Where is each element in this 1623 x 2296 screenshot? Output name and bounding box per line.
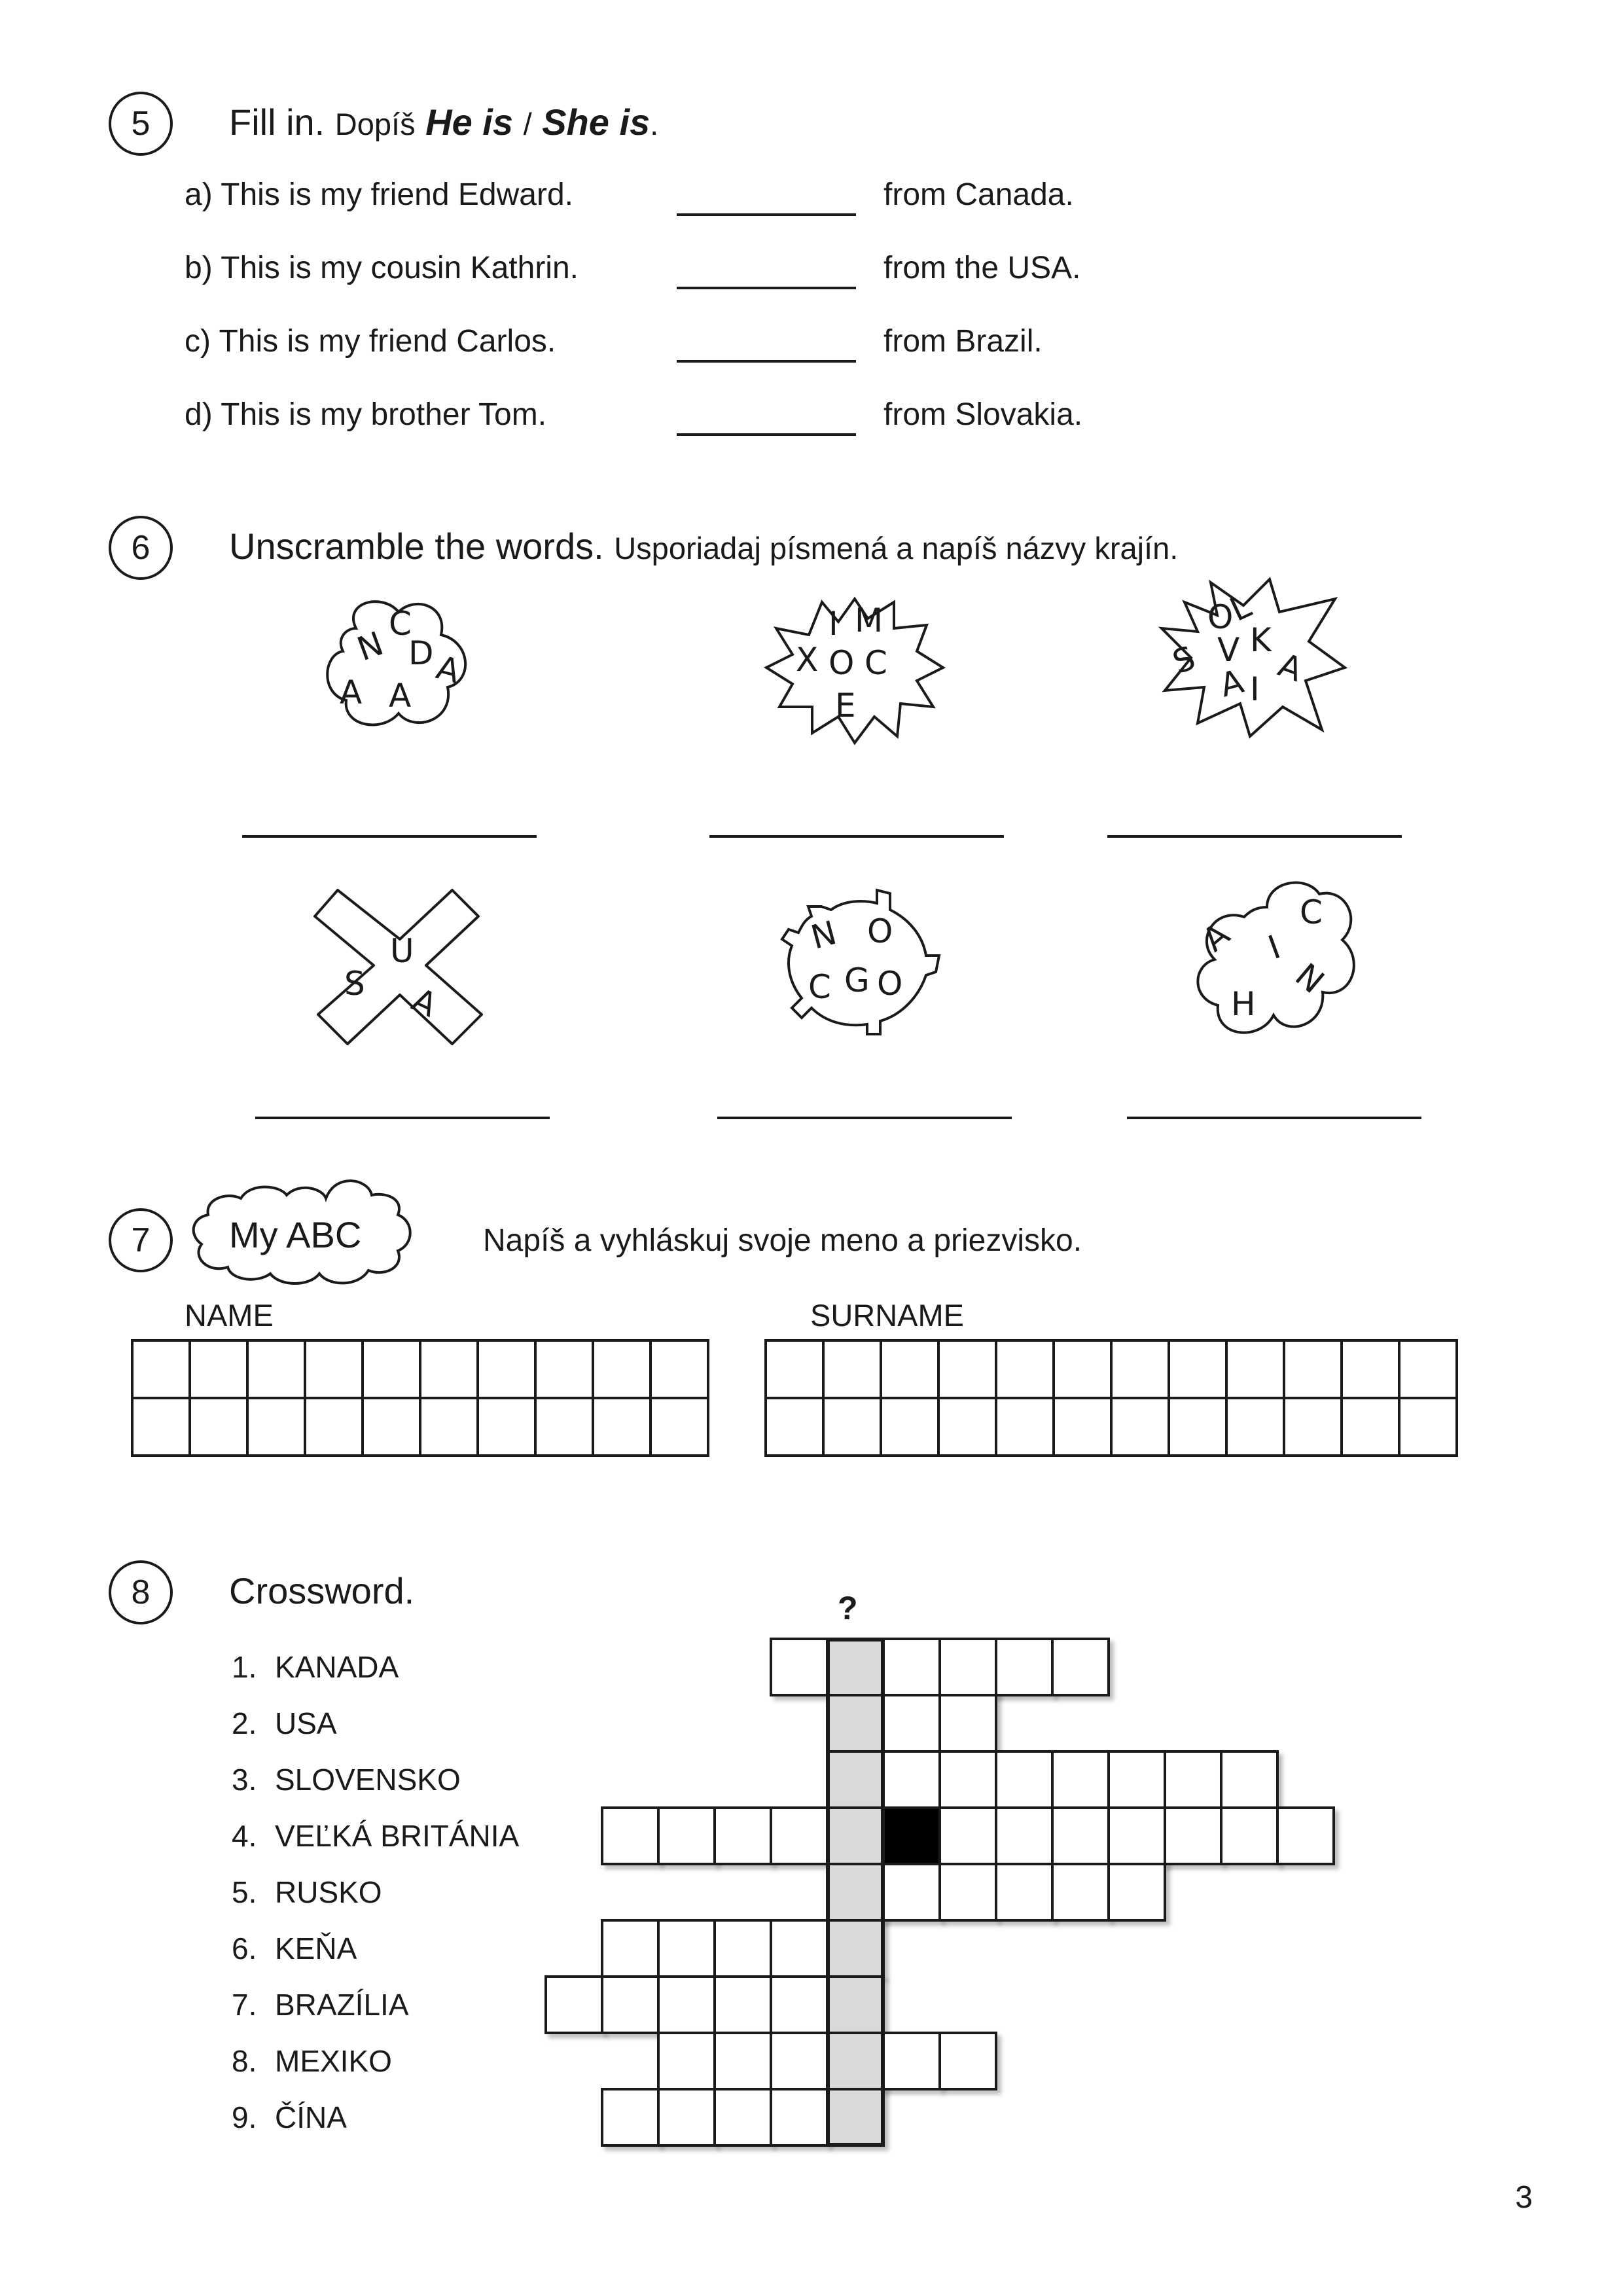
letter-box[interactable]	[881, 1340, 938, 1398]
exercise-8-number: 8	[109, 1560, 173, 1624]
scramble-cross-4	[312, 884, 488, 1047]
letter: A	[432, 648, 464, 691]
exercise-6-title: Unscramble the words.	[229, 526, 604, 567]
crossword-black-cell	[882, 1806, 941, 1865]
letter-box[interactable]	[996, 1398, 1054, 1456]
letter-box[interactable]	[535, 1340, 593, 1398]
crossword-cell[interactable]	[882, 1638, 941, 1696]
letter-box[interactable]	[305, 1340, 363, 1398]
crossword-cell[interactable]	[770, 1975, 829, 2034]
crossword-cell[interactable]	[882, 1694, 941, 1753]
name-grid-row	[132, 1398, 708, 1456]
scramble-answer-6[interactable]	[1127, 1117, 1421, 1119]
letter-box[interactable]	[190, 1398, 247, 1456]
clue-row	[232, 2100, 519, 2156]
scramble-cloud-1	[317, 589, 487, 740]
crossword-cell[interactable]	[1220, 1750, 1279, 1809]
crossword-cell[interactable]	[1051, 1638, 1110, 1696]
crossword-cell[interactable]	[1164, 1750, 1222, 1809]
crossword-cell[interactable]	[601, 2088, 660, 2147]
crossword-cell[interactable]	[995, 1806, 1054, 1865]
letter-box[interactable]	[420, 1340, 478, 1398]
crossword-cell[interactable]	[657, 1975, 716, 2034]
crossword-cell[interactable]	[1220, 1806, 1279, 1865]
letter: U	[390, 932, 414, 970]
crossword-mystery-cell[interactable]	[826, 1863, 885, 1922]
crossword-cell[interactable]	[1051, 1863, 1110, 1922]
crossword-cell[interactable]	[995, 1863, 1054, 1922]
letter-box[interactable]	[1226, 1340, 1284, 1398]
clue-row	[232, 1987, 519, 2043]
letter: O	[1207, 598, 1234, 636]
clue-row	[232, 2043, 519, 2100]
crossword-cell[interactable]	[1164, 1806, 1222, 1865]
crossword-cell[interactable]	[713, 2032, 772, 2090]
clue-number: 6.	[232, 1931, 257, 1965]
clue-text: RUSKO	[275, 1875, 382, 1909]
letter-box[interactable]	[132, 1340, 190, 1398]
letter-box[interactable]	[996, 1340, 1054, 1398]
letter-box[interactable]	[938, 1340, 996, 1398]
name-label: NAME	[185, 1298, 274, 1333]
letter: N	[1288, 956, 1332, 1001]
name-grid-row	[132, 1340, 708, 1398]
ex5-prompt-b: b) This is my cousin Kathrin.	[185, 251, 579, 285]
letter: O	[867, 912, 893, 950]
letter-box[interactable]	[766, 1340, 823, 1398]
letter: C	[1300, 893, 1323, 931]
crossword-cell[interactable]	[770, 1919, 829, 1978]
clue-number: 7.	[232, 1988, 257, 2022]
letter: I	[1250, 670, 1260, 708]
letter-box[interactable]	[1054, 1398, 1111, 1456]
surname-letter-grid	[764, 1339, 1458, 1457]
crossword-cell[interactable]	[938, 2032, 997, 2090]
letter-box[interactable]	[881, 1398, 938, 1456]
letter: D	[408, 634, 434, 672]
letter: L	[1224, 586, 1257, 629]
clue-text: BRAZÍLIA	[275, 1988, 409, 2022]
crossword-cell[interactable]	[657, 2088, 716, 2147]
crossword-mystery-cell[interactable]	[826, 1750, 885, 1809]
letter: A	[1273, 645, 1308, 689]
clue-text: KANADA	[275, 1650, 399, 1684]
crossword-cell[interactable]	[1107, 1750, 1166, 1809]
surname-grid-row	[766, 1398, 1457, 1456]
crossword-cell[interactable]	[882, 1750, 941, 1809]
scramble-clover-6	[1195, 874, 1359, 1045]
letter-box[interactable]	[938, 1398, 996, 1456]
clue-text: VEĽKÁ BRITÁNIA	[275, 1819, 520, 1853]
clue-row	[232, 1818, 519, 1874]
crossword-mystery-cell[interactable]	[826, 1919, 885, 1978]
clue-number: 8.	[232, 2044, 257, 2078]
clue-number: 4.	[232, 1819, 257, 1853]
crossword-cell[interactable]	[601, 1806, 660, 1865]
clue-row	[232, 1931, 519, 1987]
name-letter-grid	[131, 1339, 709, 1457]
letter: S	[1168, 638, 1200, 682]
letter: A	[389, 677, 412, 715]
ex5-blank-b[interactable]	[677, 287, 856, 289]
clue-number: 3.	[232, 1763, 257, 1797]
letter: I	[829, 605, 838, 643]
exercise-6-heading	[229, 525, 1178, 567]
letter-box[interactable]	[1284, 1398, 1342, 1456]
ex5-tail-a: from Canada.	[883, 177, 1074, 212]
scramble-answer-2[interactable]	[709, 835, 1004, 838]
letter: S	[344, 965, 365, 1003]
crossword-cell[interactable]	[770, 2088, 829, 2147]
crossword-cell[interactable]	[657, 1806, 716, 1865]
crossword-cell[interactable]	[770, 1638, 829, 1696]
letter: H	[1231, 985, 1256, 1023]
letter-box[interactable]	[1054, 1340, 1111, 1398]
clue-text: KEŇA	[275, 1931, 357, 1965]
letter-box[interactable]	[1169, 1398, 1226, 1456]
letter-box[interactable]	[1111, 1398, 1169, 1456]
exercise-5-heading	[229, 101, 658, 143]
letter-box[interactable]	[1342, 1340, 1399, 1398]
letter-box[interactable]	[1342, 1398, 1399, 1456]
clue-number: 9.	[232, 2100, 257, 2134]
ex5-prompt-a: a) This is my friend Edward.	[185, 177, 573, 212]
my-abc-cloud	[188, 1169, 424, 1287]
crossword-clue-list	[232, 1649, 519, 2156]
exercise-7-title: My ABC	[229, 1214, 362, 1255]
letter-box[interactable]	[1284, 1340, 1342, 1398]
letter: V	[1217, 631, 1240, 669]
ex5-blank-a[interactable]	[677, 213, 856, 216]
letter-box[interactable]	[823, 1398, 881, 1456]
crossword-cell[interactable]	[938, 1806, 997, 1865]
scramble-burst-2	[763, 589, 946, 746]
letter-box[interactable]	[535, 1398, 593, 1456]
ex5-tail-b: from the USA.	[883, 251, 1081, 285]
scramble-spiky-3	[1158, 576, 1348, 740]
crossword-mystery-cell[interactable]	[826, 1975, 885, 2034]
crossword-cell[interactable]	[1276, 1806, 1335, 1865]
exercise-6-instruction: Usporiadaj písmená a napíš názvy krajín.	[614, 531, 1179, 565]
crossword-cell[interactable]	[713, 1975, 772, 2034]
letter-box[interactable]	[420, 1398, 478, 1456]
letter: C	[808, 968, 831, 1006]
letter: A	[1195, 915, 1237, 960]
crossword-cell[interactable]	[938, 1638, 997, 1696]
scramble-answer-3[interactable]	[1107, 835, 1402, 838]
exercise-6-number: 6	[109, 516, 173, 580]
letter: G	[844, 961, 870, 999]
crossword-mystery-cell[interactable]	[826, 2032, 885, 2090]
exercise-5-title: Fill in.	[229, 101, 325, 143]
crossword-cell[interactable]	[770, 1806, 829, 1865]
letter-box[interactable]	[651, 1398, 708, 1456]
crossword-cell[interactable]	[657, 2032, 716, 2090]
crossword-cell[interactable]	[770, 2032, 829, 2090]
ex5-tail-d: from Slovakia.	[883, 397, 1083, 432]
clue-text: USA	[275, 1706, 337, 1740]
clue-number: 1.	[232, 1650, 257, 1684]
crossword-cell[interactable]	[882, 1863, 941, 1922]
clue-row	[232, 1762, 519, 1818]
ex5-blank-d[interactable]	[677, 433, 856, 436]
letter: A	[1216, 662, 1248, 705]
crossword-mystery-cell[interactable]	[826, 1694, 885, 1753]
crossword-mystery-cell[interactable]	[826, 2088, 885, 2147]
letter-box[interactable]	[1399, 1398, 1457, 1456]
letter-box[interactable]	[1169, 1340, 1226, 1398]
exercise-7-number: 7	[109, 1208, 173, 1272]
crossword-cell[interactable]	[1051, 1750, 1110, 1809]
ex5-tail-c: from Brazil.	[883, 324, 1043, 359]
letter-box[interactable]	[766, 1398, 823, 1456]
letter-box[interactable]	[1111, 1340, 1169, 1398]
slash-separator: /	[523, 107, 532, 141]
clue-number: 5.	[232, 1875, 257, 1909]
letter-box[interactable]	[823, 1340, 881, 1398]
crossword-cell[interactable]	[995, 1638, 1054, 1696]
ex5-prompt-d: d) This is my brother Tom.	[185, 397, 547, 432]
crossword-cell[interactable]	[1107, 1806, 1166, 1865]
crossword-cell[interactable]	[995, 1750, 1054, 1809]
letter-box[interactable]	[1226, 1398, 1284, 1456]
letter: N	[352, 624, 389, 669]
crossword-cell[interactable]	[938, 1750, 997, 1809]
letter: I	[1263, 927, 1285, 967]
letter: N	[807, 913, 841, 957]
clue-text: MEXIKO	[275, 2044, 392, 2078]
letter: A	[340, 673, 363, 711]
letter: A	[406, 980, 443, 1025]
clue-row	[232, 1649, 519, 1706]
surname-grid-row	[766, 1340, 1457, 1398]
scramble-answer-1[interactable]	[242, 835, 537, 838]
scramble-answer-4[interactable]	[255, 1117, 550, 1119]
crossword-cell[interactable]	[1107, 1863, 1166, 1922]
letter: C	[389, 605, 412, 643]
letter-box[interactable]	[247, 1398, 305, 1456]
she-is-option: She is	[542, 101, 651, 143]
letter-box[interactable]	[651, 1340, 708, 1398]
crossword-cell[interactable]	[1051, 1806, 1110, 1865]
letter-box[interactable]	[593, 1398, 651, 1456]
clue-row	[232, 1706, 519, 1762]
letter-box[interactable]	[363, 1398, 420, 1456]
crossword-cell[interactable]	[713, 2088, 772, 2147]
crossword-cell[interactable]	[938, 1863, 997, 1922]
letter: C	[865, 644, 887, 682]
crossword-cell[interactable]	[657, 1919, 716, 1978]
letter: M	[855, 601, 883, 639]
letter-box[interactable]	[247, 1340, 305, 1398]
letter-box[interactable]	[593, 1340, 651, 1398]
ex5-prompt-c: c) This is my friend Carlos.	[185, 324, 556, 359]
heading-period: .	[650, 107, 659, 141]
exercise-8-title: Crossword.	[229, 1570, 415, 1611]
page-number: 3	[1515, 2180, 1533, 2215]
crossword-cell[interactable]	[544, 1975, 603, 2034]
letter-box[interactable]	[478, 1340, 535, 1398]
crossword-cell[interactable]	[601, 1975, 660, 2034]
he-is-option: He is	[425, 101, 513, 143]
crossword-cell[interactable]	[713, 1806, 772, 1865]
scramble-answer-5[interactable]	[717, 1117, 1012, 1119]
letter-box[interactable]	[305, 1398, 363, 1456]
clue-row	[232, 1874, 519, 1931]
mystery-column-label: ?	[838, 1590, 858, 1626]
letter-box[interactable]	[363, 1340, 420, 1398]
crossword-cell[interactable]	[713, 1919, 772, 1978]
letter: E	[835, 687, 856, 725]
letter: O	[877, 965, 903, 1003]
letter: K	[1250, 621, 1272, 659]
letter-box[interactable]	[132, 1398, 190, 1456]
clue-text: ČÍNA	[275, 2100, 347, 2134]
letter: O	[829, 644, 855, 682]
letter-box[interactable]	[478, 1398, 535, 1456]
exercise-5-number: 5	[109, 92, 173, 156]
surname-label: SURNAME	[810, 1298, 965, 1333]
ex5-blank-c[interactable]	[677, 360, 856, 363]
crossword-mystery-cell[interactable]	[826, 1638, 885, 1696]
exercise-7-instruction: Napíš a vyhláskuj svoje meno a priezvisko.	[483, 1223, 1082, 1258]
crossword-cell[interactable]	[938, 1694, 997, 1753]
clue-text: SLOVENSKO	[275, 1763, 461, 1797]
scramble-gear-5	[772, 884, 949, 1041]
letter-box[interactable]	[190, 1340, 247, 1398]
letter-box[interactable]	[1399, 1340, 1457, 1398]
letter: X	[796, 641, 819, 679]
clue-number: 2.	[232, 1706, 257, 1740]
crossword-cell[interactable]	[882, 2032, 941, 2090]
exercise-5-instruction: Dopíš	[334, 107, 416, 141]
crossword-cell[interactable]	[601, 1919, 660, 1978]
crossword-mystery-cell[interactable]	[826, 1806, 885, 1865]
